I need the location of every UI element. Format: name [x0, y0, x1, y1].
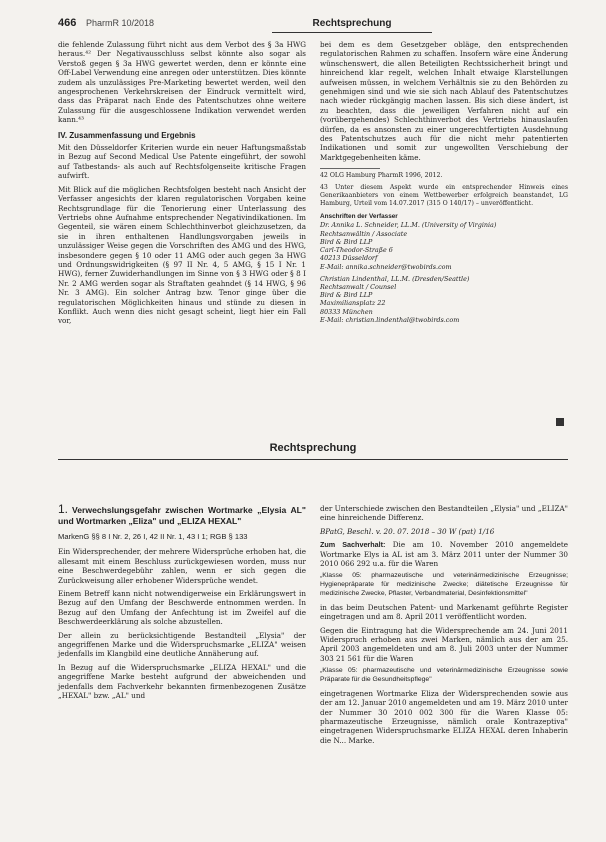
end-of-article-icon [556, 418, 564, 426]
quote: „Klasse 05: pharmazeutische und veterinärmedizinische Erzeugnisse sowie Präparate für die Gesundheitspflege" [320, 667, 568, 684]
footnote-42: 42 OLG Hamburg PharmR 1996, 2012. [320, 172, 443, 180]
address-line: Bird & Bird LLP [320, 237, 373, 246]
column-1 [58, 40, 306, 330]
address-line: 40213 Düsseldorf [320, 254, 378, 263]
paragraph: die fehlende Zulassung führt nicht aus dem Verbot des § 3a HWG heraus.⁴² Der Negativausschluss selbst könnte also sogar als Verstoß gegen § 3a HWG gewertet werden, denn er könnte eine Off-Label Verwendung eine anregen oder unterstützen. Dies könnte zudem als unzulässiges Pre-Marketing bewertet werden, weil den angesprochenen Verkehrskreisen der Eindruck vermittelt wird, dass das Präparat nach Ende des Patentschutzes ohne weitere Zulassung für die ausgeschlossene Indikation verwendet werden kann.⁴³ [58, 40, 306, 125]
headnote: In Bezug auf die Widerspruchsmarke „ELIZA HEXAL" und die angegriffene Marke besteht aufgrund der abweichenden und jedenfalls dem Fachverkehr bekannten firmenbezogenen Zusätze „HEXAL" bzw. „AL" und [58, 662, 306, 701]
address-line: Christian Lindenthal, LL.M. (Dresden/Seattle) [320, 274, 470, 283]
address-line: Dr. Annika L. Schneider, LL.M. (University of Virginia) [320, 221, 497, 230]
email-line: E-Mail: annika.schneider@twobirds.com [320, 262, 452, 271]
headnote: Der allein zu berücksichtigende Bestandteil „Elysia" der angegriffenen Marke und die Widerspruchsmarke „ELIZA" weisen jedenfalls im Klangbild eine deutliche Annäherung auf. [58, 630, 306, 659]
statute-citation: MarkenG §§ 8 I Nr. 2, 26 I, 42 II Nr. 1, 43 I 1; RGB § 133 [58, 532, 248, 541]
paragraph: Gegen die Eintragung hat die Widersprechende am 24. Juni 2011 Widerspruch erhoben aus zwei Marken, nämlich aus der am 25. April 2003 angemeldeten und am 8. Juli 2003 unter der Nummer 303 21 561 für die Waren [320, 625, 568, 663]
facts-heading: Zum Sachverhalt: [320, 540, 386, 550]
page-number: 466 [58, 17, 77, 29]
facts-text: Die am 10. November 2010 angemeldete Wortmarke Elys ia AL ist am 3. März 2011 unter der Nummer 30 2010 066 292 u.a. für die Waren [320, 540, 568, 569]
paragraph: eingetragenen Wortmarke Eliza der Widersprechenden sowie aus der am 12. Januar 2010 angemeldeten und am 19. März 2010 unter der Nummer 30 2010 002 300 für die Waren Klasse 05: pharmazeutische Erzeugnisse, nämlich orale Kontrazeptiva" eingetragenen Widerspruchsmarke ELIZA HEXAL deren Inhaberin die N... Marke. [320, 688, 568, 745]
journal-name: PharmR 10/2018 [86, 18, 155, 28]
address-line: 80333 München [320, 307, 373, 316]
band-rule [58, 459, 568, 460]
column-3 [58, 504, 306, 705]
headnote: Ein Widersprechender, der mehrere Widersprüche erhoben hat, die allesamt mit einem Beschluss zurückgewiesen worden, muss nur eine Beschwerdegebühr zahlen, wenn er sich gegen die Zurückweisung aller erhobener Widersprüche wendet. [58, 547, 306, 585]
section-heading: IV. Zusammenfassung und Ergebnis [58, 130, 196, 140]
case-title-text: Verwechslungsgefahr zwischen Wortmarke „Elysia AL" und Wortmarken „Eliza" und „ELIZA HEXAL" [58, 505, 306, 526]
paragraph [320, 540, 568, 568]
column-2 [320, 40, 568, 324]
court-citation: BPatG, Beschl. v. 20. 07. 2018 – 30 W (pat) 1/16 [320, 526, 495, 536]
section-label: Rechtsprechung [272, 16, 432, 33]
email-line: E-Mail: christian.lindenthal@twobirds.com [320, 315, 460, 324]
section-band [58, 442, 568, 462]
paragraph: in das beim Deutschen Patent- und Markenamt geführte Register eingetragen und am 8. April 2011 veröffentlicht worden. [320, 602, 568, 622]
footnote-43: 43 Unter diesem Aspekt wurde ein entsprechender Hinweis eines Generikaanbieters von einem Wettbewerber erfolgreich beanstandet, LG Hamburg, Urteil vom 14.07.2017 (315 O 140/17) – unveröffentlicht. [320, 184, 568, 208]
headnote: Einem Betreff kann nicht notwendigerweise ein Erklärungswert in Bezug auf den Umfang der Beschwerde entnommen werden. In Bezug auf den Umfang der Anfechtung ist im Zweifel auf die Beschwerdeerklärung als solche abzustellen. [58, 589, 306, 627]
addresses-heading: Anschriften der Verfasser [320, 213, 398, 221]
paragraph: Mit Blick auf die möglichen Rechtsfolgen besteht nach Ansicht der Verfasser angesichts der klaren regulatorischen Vorgaben keine Rechtsgrundlage für die Tenorierung einer Unterlassung des Vertriebs ohne Aufnahme entsprechender Negativindikationen. Im Gegenteil, sie wären einem Schlechthinverbot gleichzusetzen, da sie in ihren enthaltenen Handlungsvorgaben jeweils in unzulässiger Weise gegen die Vorschriften des AMG und des HWG, insbesondere gegen § 10 oder 11 AMG oder auch gegen 3a HWG und Ordnungswidrigkeiten (§ 97 II Nr. 4, 5 AMG, § 15 I Nr. 1 HWG), ferner Zuwiderhandlungen im Sinne von § 3 HWG oder § 8 I Nr. 2 AMG werden sogar als Straftaten geahndet (§ 14 HWG, § 96 Nr. 3 AMG). Ein solcher Antrag bzw. Tenor ginge über die regulatorischen Möglichkeiten hinaus und stünde zu diesen in Konflikt. Auch wenn dies nicht gesagt scheint, liegt hier ein Fall vor, [58, 184, 306, 326]
paragraph: Mit den Düsseldorfer Kriterien wurde ein neuer Haftungsmaßstab in Bezug auf Second Medical Use Patente eingeführt, der sowohl auf Tatbestands- als auch auf Rechtsfolgenseite kritische Fragen aufwirft. [58, 143, 306, 181]
address-line: Carl-Theodor-Straße 6 [320, 246, 393, 255]
address-line: Rechtsanwalt / Counsel [320, 282, 397, 291]
address-line: Rechtsanwältin / Associate [320, 229, 408, 238]
paragraph: bei dem es dem Gesetzgeber obläge, den entsprechenden regulatorischen Rahmen zu schaffen. Insofern wäre eine Änderung wünschenswert, die allen Beteiligten Rechtssicherheit bringt und hinreichend klar regelt, welchen Inhalt etwaige Klarstellungen aufweisen müssen, in welchem Verhältnis sie zu den Behörden zu genehmigen sind und wie sie sich nach Ablauf des Patentschutzes nach wieder rückgängig machen lassen. Bis sich diese ändert, ist zu beachten, dass die jeweiligen Verfahren nicht auf ein (vorübergehendes) Schlechthinverbot des Vertriebs hinauslaufen dürfen, da es ansonsten zu einer ungerechtfertigten Ausdehnung des Patentschutzes auch für die nicht mehr patentierten Indikationen und somit zur ungewollten Verschiebung der Marktgegebenheiten käme. [320, 40, 568, 162]
author-addresses [320, 212, 568, 324]
quote: „Klasse 05: pharmazeutische und veterinärmedizinische Erzeugnisse; Hygienepräparate für medizinische Zwecke; diätetische Erzeugnisse für medizinische Zwecke, Pflaster, Verbandmaterial, Desinfektionsmittel" [320, 572, 568, 598]
case-title [58, 504, 306, 526]
paragraph: der Unterschiede zwischen den Bestandteilen „Elysia" und „ELIZA" eine hinreichende Differenz. [320, 504, 568, 523]
address-line: Bird & Bird LLP [320, 291, 373, 300]
running-header [58, 14, 568, 36]
case-number: 1. [58, 502, 69, 516]
column-4 [320, 504, 568, 749]
footnote-separator [320, 168, 380, 169]
band-title: Rechtsprechung [269, 442, 357, 454]
address-line: Maximiliansplatz 22 [320, 299, 386, 308]
